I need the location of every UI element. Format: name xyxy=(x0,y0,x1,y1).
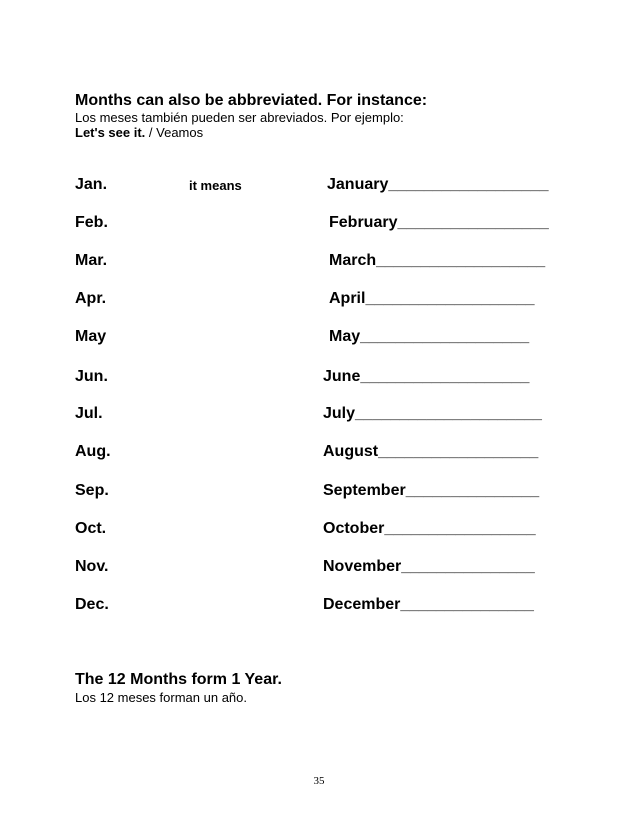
month-full-blank: March___________________ xyxy=(329,252,546,269)
footer-subtext: Los 12 meses forman un año. xyxy=(75,690,247,705)
month-row-mar xyxy=(0,252,638,274)
it-means-label: it means xyxy=(189,178,242,193)
month-abbr: Jan. xyxy=(75,176,108,193)
month-abbr: Jul. xyxy=(75,405,103,422)
intro-heading: Months can also be abbreviated. For instance: xyxy=(75,92,428,109)
month-row-feb xyxy=(0,214,638,236)
month-full-blank: December_______________ xyxy=(323,596,534,613)
lets-see-bold: Let's see it. xyxy=(75,125,146,140)
footer-heading: The 12 Months form 1 Year. xyxy=(75,671,282,688)
month-row-nov xyxy=(0,558,638,580)
month-full-blank: September_______________ xyxy=(323,482,540,499)
month-abbr: Feb. xyxy=(75,214,108,231)
month-row-sep xyxy=(0,482,638,504)
month-full-blank: January__________________ xyxy=(327,176,549,193)
month-abbr: May xyxy=(75,328,107,345)
lets-see-line xyxy=(75,125,203,140)
month-row-jul xyxy=(0,405,638,427)
month-full-blank: August__________________ xyxy=(323,443,539,460)
month-abbr: Apr. xyxy=(75,290,107,307)
month-full-blank: May___________________ xyxy=(329,328,530,345)
intro-subtext: Los meses también pueden ser abreviados. Por ejemplo: xyxy=(75,110,404,125)
month-full-blank: February_________________ xyxy=(329,214,549,231)
month-row-oct xyxy=(0,520,638,542)
month-row-may xyxy=(0,328,638,350)
month-full-blank: November_______________ xyxy=(323,558,535,575)
month-full-blank: April___________________ xyxy=(329,290,535,307)
month-abbr: Oct. xyxy=(75,520,107,537)
month-row-apr xyxy=(0,290,638,312)
month-abbr: Aug. xyxy=(75,443,111,460)
month-abbr: Jun. xyxy=(75,368,108,385)
month-abbr: Nov. xyxy=(75,558,109,575)
month-full-blank: June___________________ xyxy=(323,368,530,385)
month-abbr: Sep. xyxy=(75,482,109,499)
month-row-dec xyxy=(0,596,638,618)
month-row-jun xyxy=(0,368,638,390)
month-full-blank: July_____________________ xyxy=(323,405,542,422)
month-row-jan xyxy=(0,176,638,198)
month-abbr: Dec. xyxy=(75,596,109,613)
page-number: 35 xyxy=(313,775,325,787)
month-row-aug xyxy=(0,443,638,465)
month-full-blank: October_________________ xyxy=(323,520,536,537)
lets-see-rest: / Veamos xyxy=(145,125,204,140)
month-abbr: Mar. xyxy=(75,252,108,269)
